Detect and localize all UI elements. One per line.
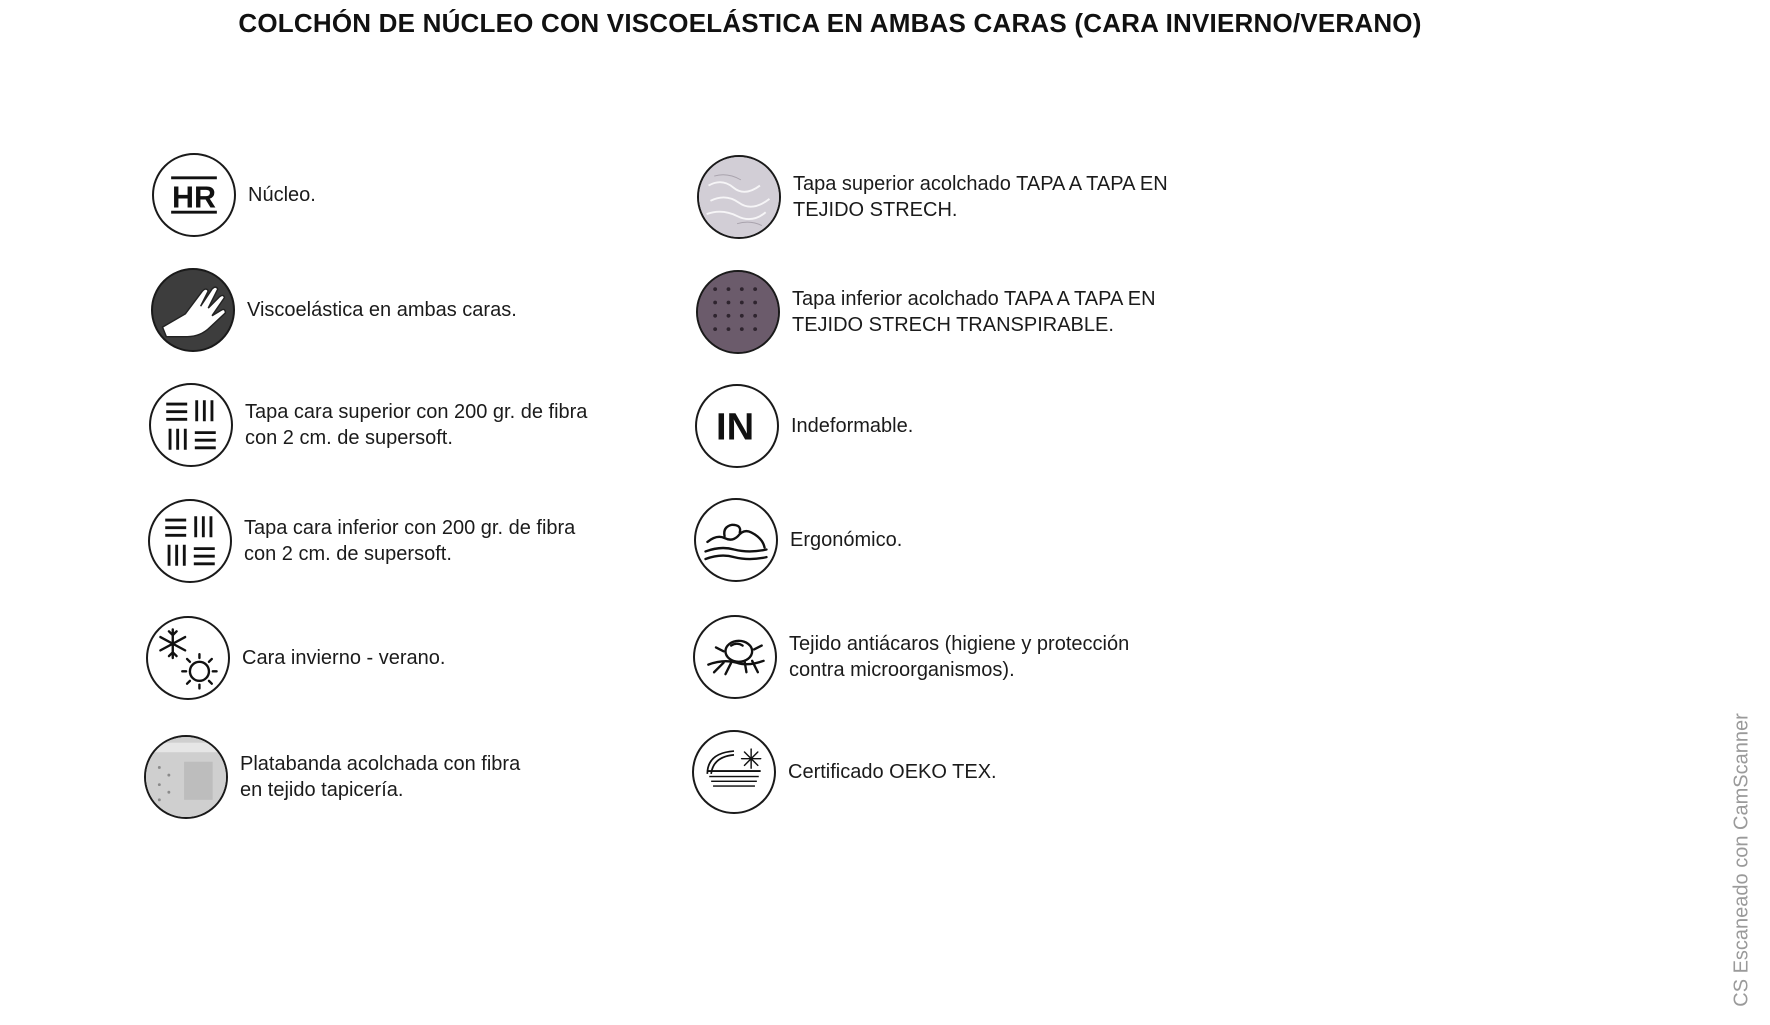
fiber-layers-icon	[148, 499, 232, 583]
stretch-fabric-top-icon	[697, 155, 781, 239]
feature-label: Núcleo.	[248, 184, 316, 206]
feature-label: Ergonómico.	[790, 529, 903, 551]
oeko-tex-icon	[692, 730, 776, 814]
mite-icon	[693, 615, 777, 699]
feature-label: Tejido antiácaros (higiene y protección contra microorganismos).	[789, 633, 1130, 681]
watermark-text: CS Escaneado con CamScanner	[1730, 713, 1753, 1007]
snowflake-sun-icon	[146, 616, 230, 700]
feature-tapa-inferior-strech	[696, 270, 1156, 354]
hr-icon	[152, 153, 236, 237]
camscanner-watermark	[1722, 700, 1762, 1020]
feature-oeko-tex	[692, 730, 997, 814]
feature-ergonomico	[694, 498, 902, 582]
ergonomic-icon	[694, 498, 778, 582]
feature-label: Certificado OEKO TEX.	[788, 761, 997, 783]
feature-label: Tapa inferior acolchado TAPA A TAPA EN TEJIDO STRECH TRANSPIRABLE.	[792, 288, 1156, 336]
feature-indeformable	[695, 384, 913, 468]
feature-nucleo	[152, 153, 316, 237]
svg-text:HR: HR	[171, 180, 217, 215]
feature-tapa-superior-strech	[697, 155, 1168, 239]
fiber-layers-icon	[149, 383, 233, 467]
feature-label: Tapa superior acolchado TAPA A TAPA EN TEJIDO STRECH.	[793, 173, 1168, 221]
feature-tapa-superior-fibra	[149, 383, 587, 467]
feature-label: Cara invierno - verano.	[242, 647, 446, 669]
feature-invierno-verano	[146, 616, 445, 700]
feature-platabanda	[144, 735, 520, 819]
svg-text:IN: IN	[716, 406, 755, 449]
feature-viscoelastica	[151, 268, 517, 352]
feature-label: Tapa cara inferior con 200 gr. de fibra con 2 cm. de supersoft.	[244, 517, 576, 565]
feature-tapa-inferior-fibra	[148, 499, 575, 583]
feature-label: Viscoelástica en ambas caras.	[247, 299, 517, 321]
in-icon	[695, 384, 779, 468]
feature-label: Indeformable.	[791, 415, 914, 437]
hand-icon	[151, 268, 235, 352]
stretch-fabric-bottom-icon	[696, 270, 780, 354]
page-title: COLCHÓN DE NÚCLEO CON VISCOELÁSTICA EN AMBAS CARAS (CARA INVIERNO/VERANO)	[238, 8, 1422, 38]
feature-label: Platabanda acolchada con fibra en tejido tapicería.	[240, 753, 521, 801]
fabric-border-icon	[144, 735, 228, 819]
feature-antiacaros	[693, 615, 1129, 699]
feature-label: Tapa cara superior con 200 gr. de fibra con 2 cm. de supersoft.	[245, 401, 588, 449]
